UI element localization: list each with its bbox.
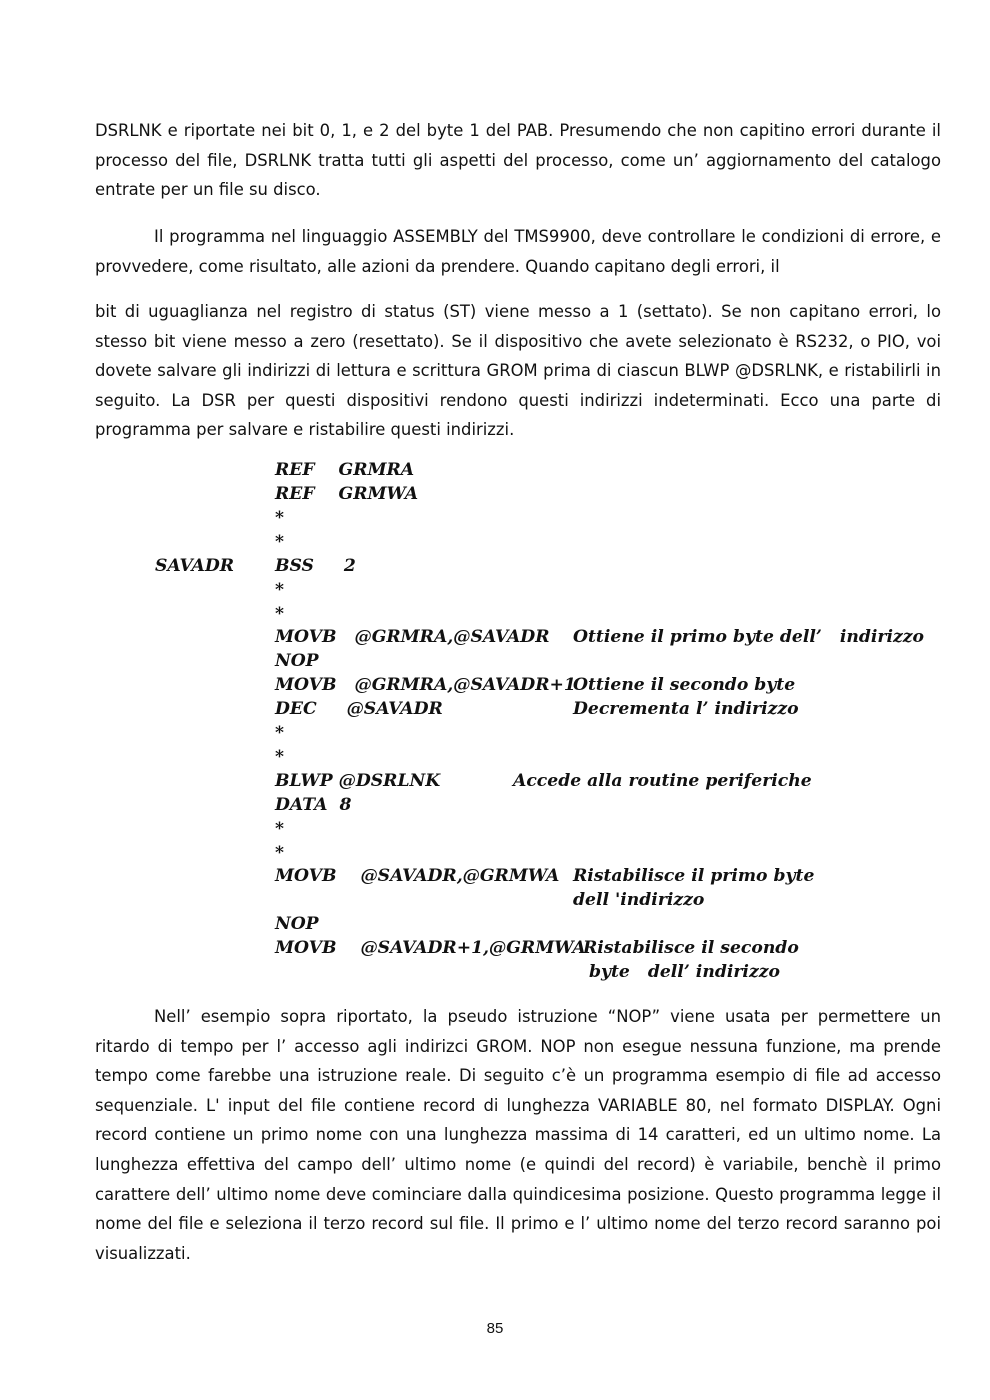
code-line: DEC @SAVADR: [275, 699, 443, 719]
code-comment: byte dell’ indirizzo: [583, 962, 780, 982]
code-comment: Ottiene il secondo byte: [573, 675, 796, 695]
code-comment: Decrementa l’ indirizzo: [573, 699, 799, 719]
code-line: DATA 8: [275, 795, 352, 815]
code-line: *: [275, 723, 284, 743]
code-line: *: [275, 508, 284, 528]
code-line: REF GRMRA: [275, 460, 415, 480]
paragraph-assembly-intro: Il programma nel linguaggio ASSEMBLY del TMS9900, deve controllare le condizioni di errore, e provvedere, come risultato, alle azioni da prendere. Quando capitano degli errori, il: [95, 227, 941, 276]
code-line: *: [275, 532, 284, 552]
code-line: *: [275, 843, 284, 863]
code-comment: Ottiene il primo byte dell’ indirizzo: [573, 627, 924, 647]
code-label: SAVADR: [155, 556, 235, 576]
code-line: MOVB @SAVADR,@GRMWA: [275, 866, 560, 886]
code-line: *: [275, 747, 284, 767]
code-line: BSS 2: [275, 556, 356, 576]
code-line: BLWP @DSRLNK: [275, 771, 441, 791]
code-comment: dell 'indirizzo: [573, 890, 705, 910]
code-line: MOVB @GRMRA,@SAVADR: [275, 627, 550, 647]
code-line: REF GRMWA: [275, 484, 419, 504]
code-line: *: [275, 580, 284, 600]
code-comment: Ristabilisce il secondo: [583, 938, 799, 958]
code-line: MOVB @SAVADR+1,@GRMWA: [275, 938, 586, 958]
code-comment: Accede alla routine periferiche: [513, 771, 812, 791]
page-number: 85: [486, 1320, 504, 1337]
paragraph-nop-explanation: Nell’ esempio sopra riportato, la pseudo istruzione “NOP” viene usata per permettere un ritardo di tempo per l’ accesso agli indirizci GROM. NOP non esegue nessuna funzione, ma prende tempo come farebbe una istruzione reale. Di seguito c’è un programma esempio di file ad accesso sequenziale. L' input del file contiene record di lunghezza VARIABLE 80, nel formato DISPLAY. Ogni record contiene un primo nome con una lunghezza massima di 14 caratteri, ed un ultimo nome. La lunghezza effettiva del campo dell’ ultimo nome (e quindi del record) è variabile, benchè il primo carattere dell’ ultimo nome deve cominciare dalla quindicesima posizione. Questo programma legge il nome del file e seleziona il terzo record sul file. Il primo e l’ ultimo nome del terzo record saranno poi visualizzati.: [95, 1007, 941, 1263]
paragraph-continuation: DSRLNK e riportate nei bit 0, 1, e 2 del byte 1 del PAB. Presumendo che non capitino errori durante il processo del file, DSRLNK tratta tutti gli aspetti del processo, come un’ aggiornamento del catalogo entrate per un file su disco.: [95, 121, 941, 200]
code-line: *: [275, 819, 284, 839]
paragraph-status-bit: bit di uguaglianza nel registro di status (ST) viene messo a 1 (settato). Se non capitano errori, lo stesso bit viene messo a zero (resettato). Se il dispositivo che avete selezionato è RS232, o PIO, voi dovete salvare gli indirizzi di lettura e scrittura GROM prima di ciascun BLWP @DSRLNK, e ristabilirli in seguito. La DSR per questi dispositivi rendono questi indirizzi indeterminati. Ecco una parte di programma per salvare e ristabilire questi indirizzi.: [95, 302, 941, 440]
code-line: *: [275, 604, 284, 624]
code-line: MOVB @GRMRA,@SAVADR+1: [275, 675, 576, 695]
code-comment: Ristabilisce il primo byte: [573, 866, 815, 886]
code-line: NOP: [275, 914, 319, 934]
code-line: NOP: [275, 651, 319, 671]
